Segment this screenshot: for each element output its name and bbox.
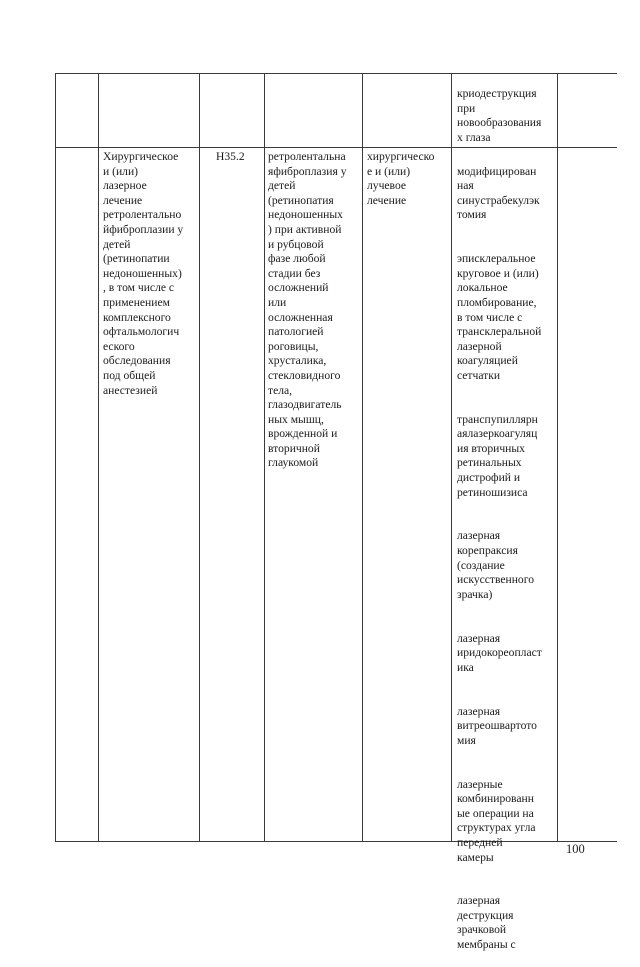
diagnosis-cell: ретролентальна яфиброплазия у детей (ретинопатия недоношенных ) при активной и рубцовой фазе любой стадии без осложнений или осложненная патологией роговицы, хрусталика, стекловидного тела, глазодвигатель ных мышц, врожденной и вторичной глаукомой (268, 150, 347, 470)
treatment-method-item: модифицирован ная синустрабекулэк томия (457, 164, 540, 222)
column-divider-2 (199, 73, 200, 842)
treatment-type-cell: хирургическо е и (или) лучевое лечение (367, 150, 435, 207)
page-number: 100 (566, 842, 585, 856)
row-divider (55, 147, 617, 148)
column-divider-5 (451, 73, 452, 842)
icd-code-cell: H35.2 (216, 150, 245, 163)
treatment-method-item: лазерная деструкция зрачковой мембраны с (457, 894, 516, 952)
treatment-method-item: лазерная корепраксия (создание искусственного зрачка) (457, 529, 534, 601)
column-divider-3 (264, 73, 265, 842)
treatment-method-item: эписклеральное круговое и (или) локальное пломбирование, в том числе с трансклеральной лазерной коагуляцией сетчатки (457, 252, 542, 382)
treatment-method-item: транспупиллярн аялазеркоагуляц ия вторичных ретинальных дистрофий и ретиношизиса (457, 412, 538, 499)
column-divider-6 (557, 73, 558, 842)
treatment-method-item: лазерные комбинированн ые операции на структурах угла передней камеры (457, 777, 536, 864)
treatment-method-item: лазерная иридокореопласт ика (457, 631, 542, 674)
treatment-method-item: лазерная витреошвартото мия (457, 704, 537, 747)
column-divider-4 (362, 73, 363, 842)
care-type-cell: Хирургическое и (или) лазерное лечение ретролентально йфиброплазии у детей (ретинопатии недоношенных) , в том числе с применением комплексного офтальмологич еского обследования под общей анестезией (103, 150, 184, 397)
column-divider-1 (98, 73, 99, 842)
table-top-border (55, 73, 617, 74)
table-left-border (55, 73, 56, 842)
treatment-methods-cell (457, 150, 557, 967)
method-cell-continued: криодеструкция при новообразования х глаза (457, 87, 542, 144)
